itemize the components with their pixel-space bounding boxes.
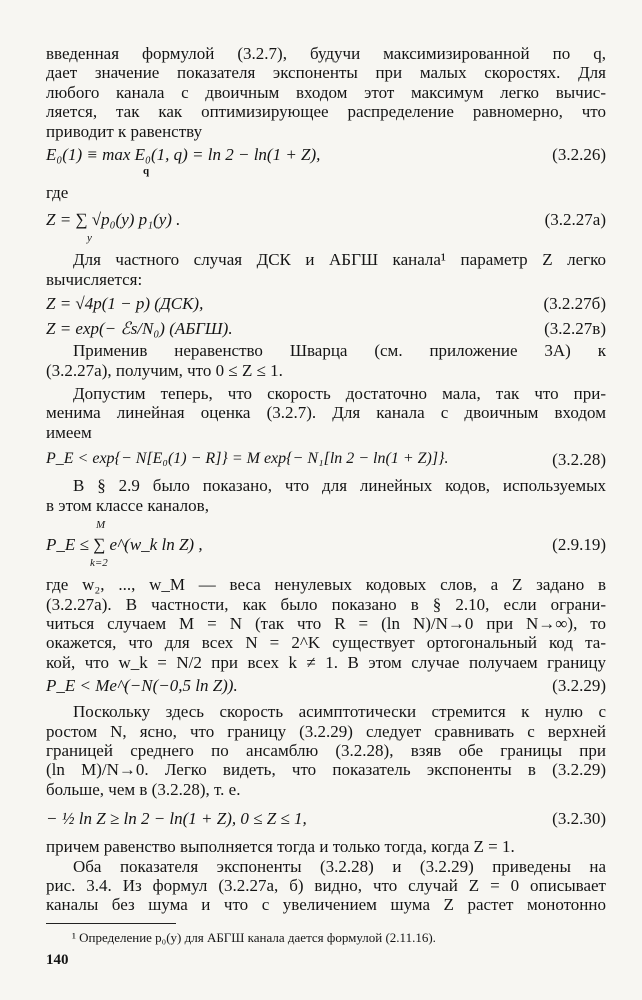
text-line: В § 2.9 было показано, что для линейных кодов, используемых (73, 476, 606, 496)
equation-body: P_E ≤ ∑ e^(w_k ln Z) , (46, 535, 203, 555)
equation-number: (3.2.26) (552, 145, 606, 165)
paragraph-6 (46, 575, 606, 672)
equation-3-2-29 (46, 672, 606, 702)
text-line: вычисляется: (46, 269, 143, 289)
text-line: кой, что w_k = N/2 при всех k ≠ 1. В этом случае получаем границу (46, 652, 606, 672)
paragraph-3 (46, 341, 606, 380)
equation-body: Z = exp(− ℰs/N₀) (АБГШ). (46, 319, 233, 339)
text-line: где w₂, ..., w_M — веса ненулевых кодовых слов, а Z задано в (46, 575, 606, 595)
equation-3-2-27b (46, 291, 606, 317)
text-line: где (46, 183, 69, 203)
text-line: дает значение показателя экспоненты при малых скоростях. Для (46, 63, 606, 83)
equation-3-2-26 (46, 141, 606, 183)
paragraph-4 (46, 384, 606, 442)
equation-body: P_E < Me^(−N(−0,5 ln Z)). (46, 676, 238, 696)
text-line: ляется, так как оптимизирующее распределение равномерно, что (46, 102, 606, 122)
equation-body: Z = ∑ √p₀(y) p₁(y) . (46, 210, 181, 230)
equation-subscript: y (87, 232, 92, 245)
footnote-rule (46, 923, 176, 924)
equation-body: − ½ ln Z ≥ ln 2 − ln(1 + Z), 0 ≤ Z ≤ 1, (46, 809, 307, 829)
equation-number: (3.2.28) (552, 450, 606, 470)
text-line: причем равенство выполняется тогда и только тогда, когда Z = 1. (46, 837, 515, 857)
paragraph-9 (46, 857, 606, 915)
paragraph-5 (46, 476, 606, 515)
text-line: приводит к равенству (46, 121, 203, 141)
paragraph-8 (46, 837, 606, 856)
text-line: читься случаем M = N (так что R = (ln N)/N→0 при N→∞), то (46, 613, 606, 633)
equation-body: P_E < exp{− N[E₀(1) − R]} = M exp{− N₁[ln 2 − ln(1 + Z)]}. (46, 450, 449, 468)
text-line: (3.2.27а). В частности, как было показано в § 2.10, если ограни- (46, 594, 606, 614)
text-line: (ln M)/N→0. Легко видеть, что показатель экспоненты в (3.2.29) (46, 760, 606, 780)
text-line: Применив неравенство Шварца (см. приложение 3А) к (73, 341, 606, 361)
text-line: рис. 3.4. Из формул (3.2.27а, б) видно, что случай Z = 0 описывает (46, 875, 606, 895)
equation-superscript: M (96, 519, 106, 532)
text-line: ростом N, ясно, что границу (3.2.29) следует сравнивать с верхней (46, 721, 606, 741)
equation-number: (3.2.29) (552, 676, 606, 696)
text-line: Для частного случая ДСК и АБГШ канала¹ параметр Z легко (73, 250, 606, 270)
equation-number: (3.2.27в) (544, 319, 606, 339)
text-line: границей среднего по ансамблю (3.2.28), взяв обе границы при (46, 740, 606, 760)
page-number: 140 (46, 952, 69, 968)
equation-number: (3.2.27б) (543, 294, 606, 314)
text-line: Поскольку здесь скорость асимптотически стремится к нулю с (73, 702, 606, 722)
equation-subscript: k=2 (90, 557, 108, 570)
equation-subscript: q (143, 165, 150, 178)
equation-number: (3.2.27a) (544, 210, 606, 230)
paragraph-7 (46, 702, 606, 799)
equation-3-2-27a (46, 202, 606, 245)
equation-number: (3.2.30) (552, 809, 606, 829)
page-body (46, 44, 606, 915)
equation-3-2-30 (46, 799, 606, 837)
text-line: окажется, что для всех N = 2^K существует ортогональный код та- (46, 633, 606, 653)
paragraph-1 (46, 44, 606, 141)
text-line: каналы без шума и что с увеличением шума Z растет монотонно (46, 895, 606, 915)
equation-2-9-19 (46, 515, 606, 575)
text-line: в этом классе каналов, (46, 495, 209, 515)
paragraph-2 (46, 250, 606, 289)
text-line: менима линейная оценка (3.2.7). Для канала с двоичным входом (46, 403, 606, 423)
equation-body: Z = √4p(1 − p) (ДСК), (46, 294, 204, 314)
text-line: больше, чем в (3.2.28), т. е. (46, 779, 241, 799)
text-line: Допустим теперь, что скорость достаточно мала, так что при- (73, 384, 606, 404)
text-line: (3.2.27а), получим, что 0 ≤ Z ≤ 1. (46, 360, 283, 380)
footnote: ¹ Определение p₀(y) для АБГШ канала дается формулой (2.11.16). (72, 930, 436, 945)
equation-3-2-27v (46, 317, 606, 341)
text-line: любого канала с двоичным входом этот максимум легко вычис- (46, 82, 606, 102)
equation-3-2-28 (46, 442, 606, 476)
text-line: имеем (46, 422, 92, 442)
text-line: введенная формулой (3.2.7), будучи максимизированной по q, (46, 44, 606, 63)
equation-number: (2.9.19) (552, 535, 606, 555)
text-line: Оба показателя экспоненты (3.2.28) и (3.2.29) приведены на (73, 856, 606, 876)
equation-body: E₀(1) ≡ max E₀(1, q) = ln 2 − ln(1 + Z), (46, 145, 321, 165)
